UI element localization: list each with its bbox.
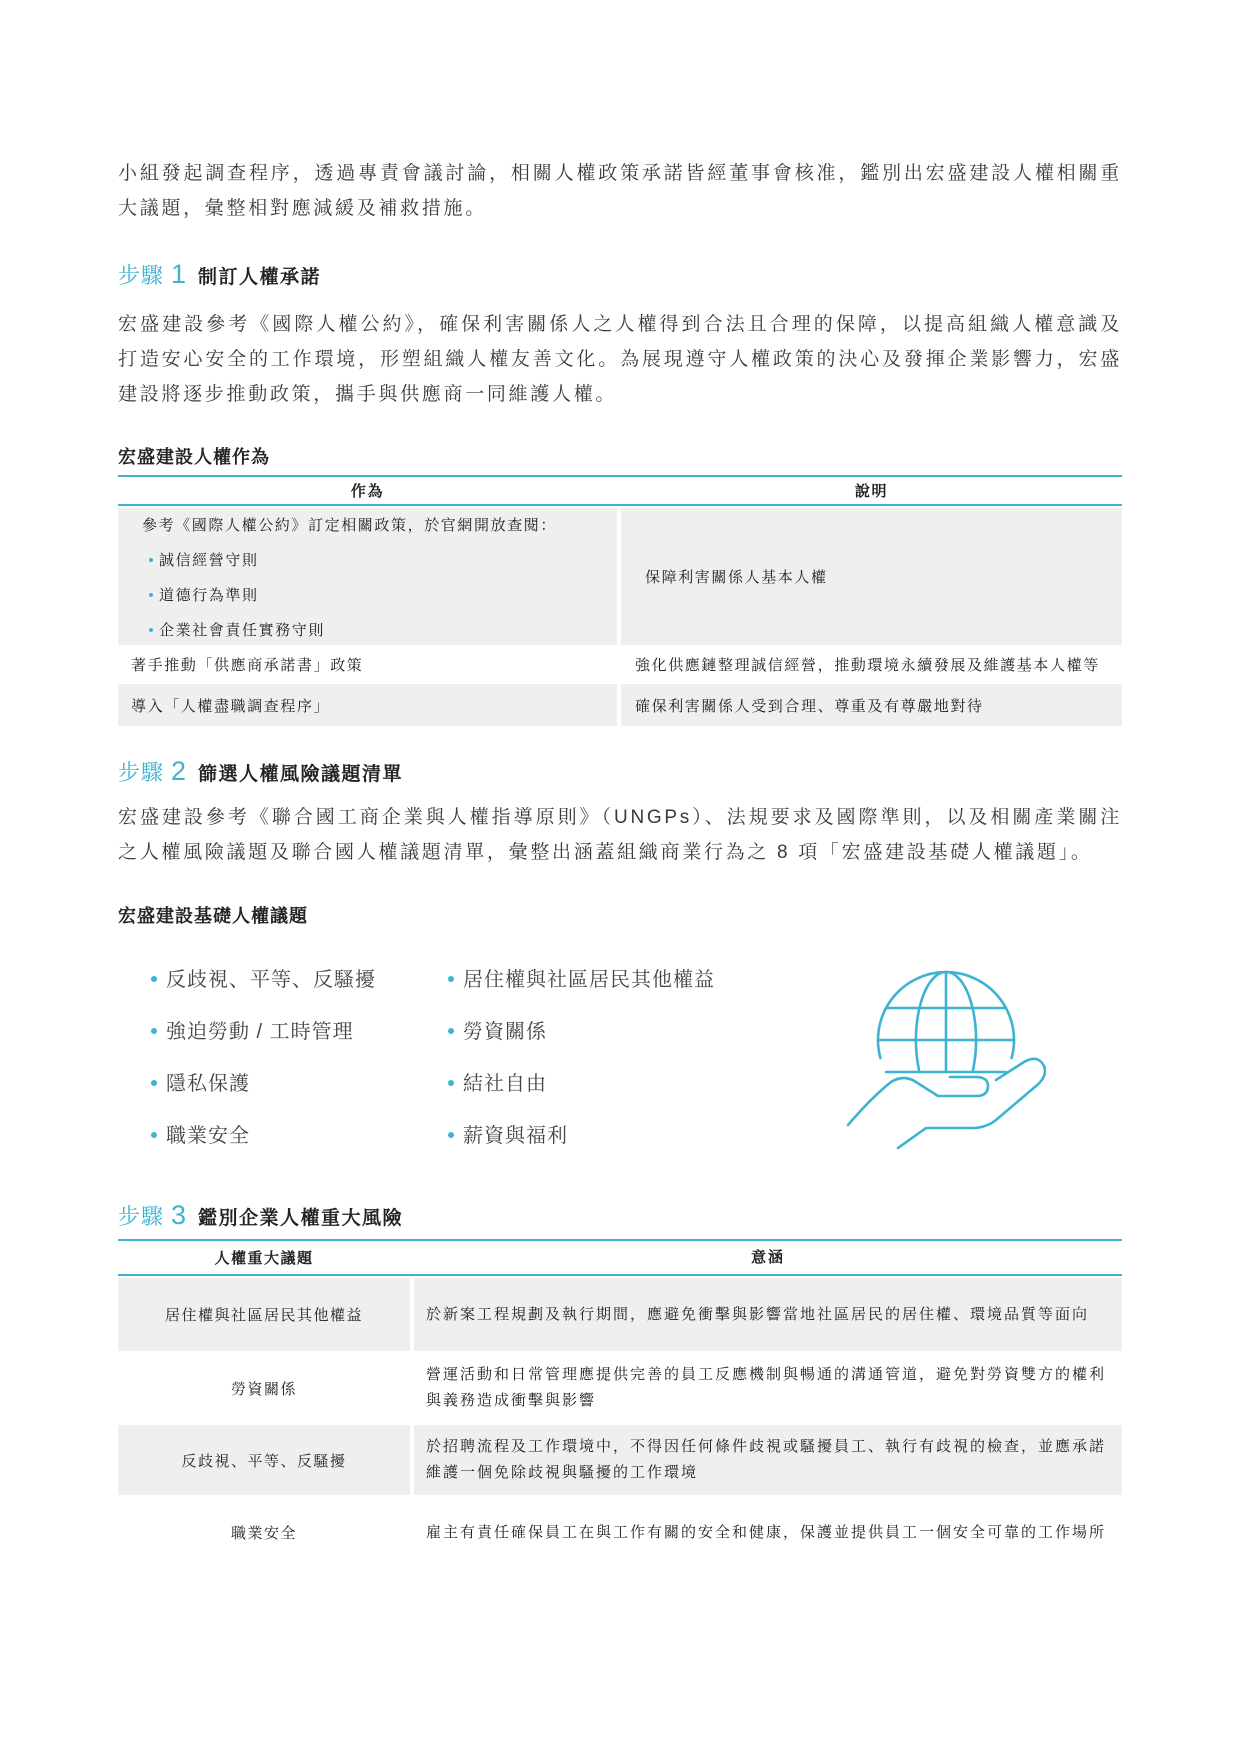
risk-table-header	[118, 1239, 1122, 1276]
table-row	[118, 1353, 1122, 1423]
bullet-dot-icon	[151, 976, 157, 982]
step3-number: 3	[171, 1200, 187, 1230]
hand-fingers	[848, 1077, 988, 1125]
step3-title: 鑑別企業人權重大風險	[198, 1208, 404, 1229]
step1-heading	[118, 259, 321, 289]
step1-label: 步驟	[118, 263, 165, 288]
issue-text: 薪資與福利	[463, 1125, 568, 1147]
actions-table	[118, 475, 1122, 726]
header-issue: 人權重大議題	[214, 1250, 314, 1267]
description-cell: 保障利害關係人基本人權	[621, 508, 1122, 645]
risk-table	[118, 1239, 1122, 1568]
bullet-dot-icon	[149, 628, 153, 632]
table-row	[118, 684, 1122, 726]
table-row	[118, 1425, 1122, 1495]
issue-cell: 勞資關係	[230, 1380, 297, 1398]
issue-text: 反歧視、平等、反騷擾	[166, 969, 376, 991]
action-cell: 導入「人權盡職調查程序」	[118, 684, 617, 726]
list-item	[151, 1069, 376, 1121]
list-item-text: 誠信經營守則	[159, 552, 259, 569]
description-cell: 強化供應鏈整理誠信經營，推動環境永續發展及維護基本人權等	[635, 657, 1100, 674]
action-cell: 著手推動「供應商承諾書」政策	[131, 657, 364, 674]
list-item	[149, 613, 617, 648]
action-cell	[118, 508, 617, 645]
table-row	[118, 647, 1122, 682]
list-item	[151, 1121, 376, 1173]
intro-paragraph: 小組發起調查程序，透過專責會議討論，相關人權政策承諾皆經董事會核准，鑑別出宏盛建設人權相關重大議題，彙整相對應減緩及補救措施。	[118, 163, 1122, 219]
issue-text: 居住權與社區居民其他權益	[463, 969, 715, 991]
step1-title: 制訂人權承諾	[198, 267, 322, 288]
step2-number: 2	[171, 756, 187, 786]
basic-issues-title: 宏盛建設基礎人權議題	[118, 906, 308, 926]
step3-heading	[118, 1200, 403, 1230]
list-item	[448, 1069, 715, 1121]
issue-text: 隱私保護	[166, 1073, 250, 1095]
step1-paragraph: 宏盛建設參考《國際人權公約》，確保利害關係人之人權得到合法且合理的保障，以提高組織人權意識及打造安心安全的工作環境，形塑組織人權友善文化。為展現遵守人權政策的決心及發揮企業影響力，宏盛建設將逐步推動政策，攜手與供應商一同維護人權。	[118, 314, 1122, 405]
bullet-dot-icon	[151, 1080, 157, 1086]
issue-text: 結社自由	[463, 1073, 547, 1095]
issues-column-left	[151, 965, 376, 1173]
bullet-dot-icon	[448, 976, 454, 982]
bullet-dot-icon	[448, 1132, 454, 1138]
list-item-text: 企業社會責任實務守則	[159, 622, 326, 639]
step3-label: 步驟	[118, 1204, 165, 1229]
table-row	[118, 1278, 1122, 1351]
table-row	[118, 1497, 1122, 1568]
bullet-dot-icon	[448, 1080, 454, 1086]
bullet-dot-icon	[151, 1028, 157, 1034]
issue-text: 強迫勞動 / 工時管理	[166, 1021, 354, 1043]
bullet-dot-icon	[448, 1028, 454, 1034]
list-item	[149, 578, 617, 613]
description-cell: 確保利害關係人受到合理、尊重及有尊嚴地對待	[621, 684, 1122, 726]
issue-cell: 職業安全	[230, 1525, 297, 1542]
bullet-dot-icon	[149, 593, 153, 597]
globe-in-hand-icon	[846, 970, 1046, 1150]
bullet-dot-icon	[151, 1132, 157, 1138]
list-item	[448, 1017, 715, 1069]
step1-number: 1	[171, 259, 187, 289]
list-item-text: 道德行為準則	[159, 587, 259, 604]
actions-table-title: 宏盛建設人權作為	[118, 447, 270, 467]
issues-column-right	[448, 965, 715, 1173]
issue-cell: 反歧視、平等、反騷擾	[118, 1425, 410, 1495]
actions-table-header	[118, 475, 1122, 506]
issue-cell: 居住權與社區居民其他權益	[118, 1278, 410, 1351]
list-item	[151, 1017, 376, 1069]
step2-paragraph: 宏盛建設參考《聯合國工商企業與人權指導原則》（UNGPs）、法規要求及國際準則，以及相關產業關注之人權風險議題及聯合國人權議題清單，彙整出涵蓋組織商業行為之 8 項「宏盛建設基礎人權議題」。	[118, 807, 1122, 863]
meaning-cell: 營運活動和日常管理應提供完善的員工反應機制與暢通的溝通管道，避免對勞資雙方的權利與義務造成衝擊與影響	[426, 1366, 1107, 1409]
header-action: 作為	[350, 483, 385, 500]
meaning-cell: 雇主有責任確保員工在與工作有關的安全和健康，保護並提供員工一個安全可靠的工作場所	[426, 1523, 1107, 1541]
header-meaning: 意涵	[750, 1248, 785, 1266]
bullet-dot-icon	[149, 558, 153, 562]
issue-text: 職業安全	[166, 1125, 250, 1147]
header-description: 說明	[854, 483, 889, 500]
list-item	[151, 965, 376, 1017]
meaning-cell: 於招聘流程及工作環境中，不得因任何條件歧視或騷擾員工、執行有歧視的檢查，並應承諾維護一個免除歧視與騷擾的工作環境	[414, 1425, 1122, 1495]
table-row	[118, 508, 1122, 645]
list-item	[448, 1121, 715, 1173]
step2-heading	[118, 756, 403, 786]
issue-text: 勞資關係	[463, 1021, 547, 1043]
action-text: 參考《國際人權公約》訂定相關政策，於官網開放查閱：	[142, 517, 558, 534]
meaning-cell: 於新案工程規劃及執行期間，應避免衝擊與影響當地社區居民的居住權、環境品質等面向	[414, 1278, 1122, 1351]
step2-label: 步驟	[118, 760, 165, 785]
step2-title: 篩選人權風險議題清單	[198, 764, 404, 785]
list-item	[149, 543, 617, 578]
list-item	[448, 965, 715, 1017]
